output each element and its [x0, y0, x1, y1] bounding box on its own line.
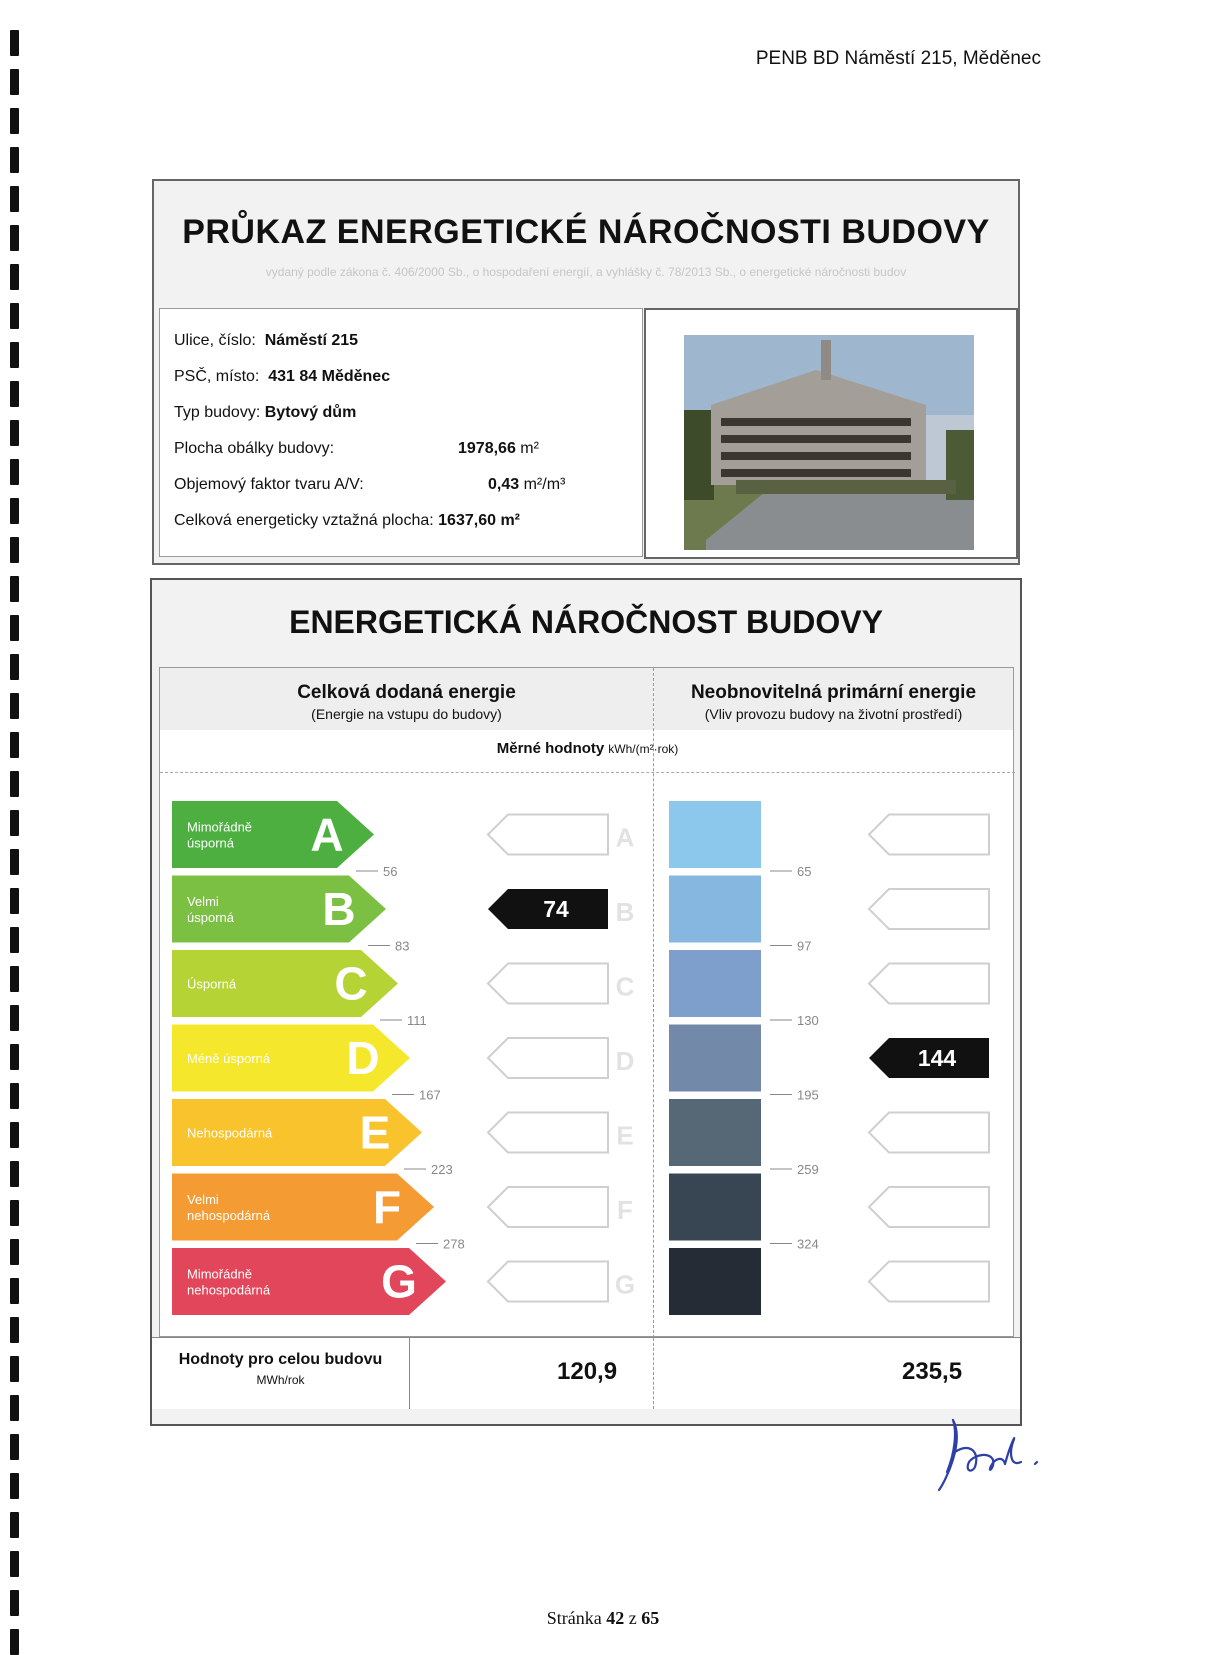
left-empty-marker [488, 1038, 608, 1078]
binding-hole [10, 147, 19, 173]
right-threshold-label: 324 [797, 1236, 819, 1252]
bottom-divider [653, 1338, 654, 1409]
right-empty-marker [869, 815, 989, 855]
left-empty-marker [488, 1262, 608, 1302]
right-scale-bar-a [669, 801, 761, 868]
binding-hole [10, 1356, 19, 1382]
class-letter-f: F [372, 1181, 402, 1233]
right-scale-bar-f [669, 1174, 761, 1241]
right-threshold-label: 97 [797, 938, 812, 954]
class-arrow-a [172, 801, 374, 868]
binding-hole [10, 30, 19, 56]
binding-hole [10, 1083, 19, 1109]
address-value: Náměstí 215 [264, 332, 359, 349]
certificate-title: PRŮKAZ ENERGETICKÉ NÁROČNOSTI BUDOVY [182, 213, 990, 251]
shape-value: 0,43 m²/m³ [488, 476, 566, 493]
right-scale-bar-e [669, 1099, 761, 1166]
class-label-a: Mimořádně [187, 819, 253, 835]
binding-hole [10, 888, 19, 914]
binding-holes [0, 0, 26, 1647]
binding-hole [10, 69, 19, 95]
whole-building-label: Hodnoty pro celou budovu [178, 1351, 383, 1368]
whole-building-row [152, 1337, 1020, 1409]
envelope-value: 1978,66 m² [458, 440, 539, 457]
whole-building-unit: MWh/rok [256, 1373, 305, 1387]
binding-hole [10, 1278, 19, 1304]
right-threshold-label: 259 [797, 1162, 819, 1177]
left-marker-letter: A [615, 822, 635, 853]
class-label-f: Velmi [187, 1192, 219, 1207]
binding-hole [10, 1473, 19, 1499]
left-threshold-label: 83 [395, 938, 410, 954]
binding-hole [10, 342, 19, 368]
energy-title: ENERGETICKÁ NÁROČNOST BUDOVY [289, 604, 883, 640]
class-label-c: Úsporná [187, 976, 237, 992]
class-label-g: Mimořádně [187, 1266, 253, 1282]
right-scale-bar-d [669, 1025, 761, 1092]
right-empty-marker [869, 964, 989, 1004]
building-info [159, 308, 643, 557]
header-divider [160, 772, 1015, 773]
class-letter-g: G [381, 1255, 417, 1308]
left-marker-letter: B [615, 897, 635, 927]
whole-right-value: 235,5 [902, 1358, 963, 1385]
left-threshold-label: 111 [407, 1013, 427, 1028]
left-marker-letter: D [615, 1046, 635, 1076]
binding-hole [10, 225, 19, 251]
left-threshold-label: 223 [431, 1162, 453, 1177]
binding-hole [10, 1005, 19, 1031]
right-empty-marker [869, 889, 989, 929]
binding-hole [10, 1512, 19, 1538]
class-letter-a: A [310, 808, 344, 861]
certificate-card [152, 179, 1020, 565]
binding-hole [10, 1161, 19, 1187]
right-threshold-label: 195 [797, 1087, 819, 1103]
binding-hole [10, 1317, 19, 1343]
left-empty-marker [488, 1187, 608, 1227]
left-empty-marker [488, 964, 608, 1004]
binding-hole [10, 303, 19, 329]
right-empty-marker [869, 1262, 989, 1302]
class-label-f: nehospodárná [187, 1208, 271, 1223]
type-value: Bytový dům [264, 404, 357, 421]
right-scale-bar-c [669, 950, 761, 1017]
binding-hole [10, 1629, 19, 1655]
page-header: PENB BD Náměstí 215, Měděnec [755, 48, 1041, 69]
binding-hole [10, 1395, 19, 1421]
class-label-b: Velmi [187, 894, 219, 909]
binding-hole [10, 1122, 19, 1148]
binding-hole [10, 693, 19, 719]
class-letter-b: B [322, 883, 356, 935]
binding-hole [10, 966, 19, 992]
left-empty-marker [488, 815, 608, 855]
area-row: Celková energeticky vztažná plocha: 1637,60 m² [174, 512, 521, 529]
page-number: 42 [606, 1608, 625, 1628]
energy-table [159, 667, 1014, 1337]
left-empty-marker [488, 1113, 608, 1153]
binding-hole [10, 186, 19, 212]
energy-scale [160, 778, 1013, 1338]
building-photo [644, 308, 1018, 559]
city-row: PSČ, místo: 431 84 Měděnec [174, 368, 391, 385]
page-total: 65 [641, 1608, 660, 1628]
binding-hole [10, 264, 19, 290]
left-column-header [160, 668, 653, 730]
left-marker-letter: C [615, 971, 635, 1002]
binding-hole [10, 420, 19, 446]
right-threshold-label: 65 [797, 864, 812, 879]
left-threshold-label: 167 [419, 1087, 441, 1103]
right-column-header [654, 668, 1013, 730]
class-label-d: Méně úsporná [187, 1051, 271, 1066]
right-heading: Neobnovitelná primární energie [690, 682, 977, 703]
whole-left-value: 120,9 [557, 1358, 618, 1385]
binding-hole [10, 1551, 19, 1577]
right-scale-bar-g [669, 1248, 761, 1315]
binding-hole [10, 1044, 19, 1070]
binding-hole [10, 927, 19, 953]
class-letter-c: C [334, 957, 368, 1010]
whole-building-label-cell [152, 1338, 410, 1409]
left-threshold-label: 278 [443, 1236, 465, 1252]
envelope-label: Plocha obálky budovy: [174, 440, 335, 457]
class-letter-d: D [346, 1032, 380, 1084]
area-value: 1637,60 [438, 512, 496, 529]
class-letter-e: E [359, 1106, 391, 1159]
binding-hole [10, 771, 19, 797]
left-heading: Celková dodaná energie [297, 682, 516, 703]
shape-label: Objemový faktor tvaru A/V: [174, 476, 364, 493]
binding-hole [10, 108, 19, 134]
type-row: Typ budovy: Bytový dům [174, 404, 357, 421]
binding-hole [10, 654, 19, 680]
binding-hole [10, 615, 19, 641]
binding-hole [10, 576, 19, 602]
binding-hole [10, 732, 19, 758]
binding-hole [10, 849, 19, 875]
binding-hole [10, 537, 19, 563]
address-row: Ulice, číslo: Náměstí 215 [174, 332, 359, 349]
right-empty-marker [869, 1187, 989, 1227]
city-value: 431 84 Měděnec [268, 368, 391, 385]
certificate-subtitle: vydaný podle zákona č. 406/2000 Sb., o hospodaření energií, a vyhlášky č. 78/2013 Sb., o energetické náročnosti budov [265, 265, 907, 279]
binding-hole [10, 1434, 19, 1460]
binding-hole [10, 381, 19, 407]
right-threshold-label: 130 [797, 1013, 819, 1028]
right-value: 144 [917, 1045, 957, 1071]
class-label-e: Nehospodárná [187, 1125, 273, 1141]
right-subheading: (Vliv provozu budovy na životní prostředí) [704, 706, 963, 722]
class-label-g: nehospodárná [187, 1282, 271, 1298]
class-label-a: úsporná [187, 835, 234, 851]
left-marker-letter: E [616, 1120, 634, 1151]
class-label-b: úsporná [187, 910, 234, 925]
specific-values-label: Měrné hodnoty kWh/(m²·rok) [496, 740, 679, 757]
right-empty-marker [869, 1113, 989, 1153]
binding-hole [10, 459, 19, 485]
binding-hole [10, 1200, 19, 1226]
left-subheading: (Energie na vstupu do budovy) [311, 706, 502, 722]
energy-card [150, 578, 1022, 1426]
binding-hole [10, 1239, 19, 1265]
left-marker-letter: G [614, 1269, 636, 1300]
left-marker-letter: F [617, 1195, 633, 1225]
binding-hole [10, 810, 19, 836]
binding-hole [10, 498, 19, 524]
signature [935, 1412, 1065, 1492]
page-footer: Stránka 42 z 65 [546, 1608, 660, 1628]
left-value: 74 [543, 896, 569, 922]
left-threshold-label: 56 [383, 864, 398, 879]
right-scale-bar-b [669, 876, 761, 943]
